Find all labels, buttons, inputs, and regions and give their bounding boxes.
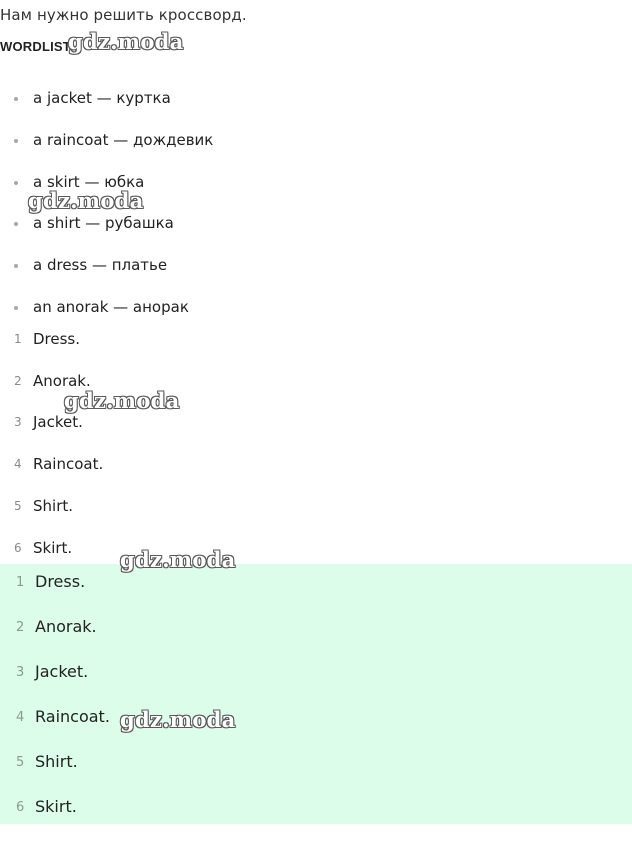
watermark: gdz.moda [28,188,144,213]
answer-number: 5 [14,499,22,513]
answer-number: 2 [14,374,22,388]
bullet-icon [14,222,18,226]
answer-text: Dress. [35,572,86,591]
answer-number: 1 [16,575,25,590]
answer-number: 1 [14,332,22,346]
answer-number: 4 [14,457,22,471]
highlighted-answer-item [0,752,400,774]
wordlist-item [14,298,414,318]
highlighted-answer-item [0,617,400,639]
wordlist-item-text: a jacket — куртка [33,89,171,107]
answer-number: 2 [16,620,25,635]
answer-number: 6 [16,800,25,815]
answer-text: Jacket. [33,413,83,431]
answer-text: Anorak. [35,617,97,636]
wordlist-item-text: a shirt — рубашка [33,214,174,232]
answer-item [0,455,300,475]
answer-text: Anorak. [33,372,91,390]
wordlist-item [14,256,414,276]
wordlist-heading: WORDLIST [0,39,71,54]
wordlist-item-text: a raincoat — дождевик [33,131,214,149]
answer-text: Skirt. [35,797,77,816]
answer-number: 5 [16,755,25,770]
answer-text: Raincoat. [33,455,104,473]
answer-number: 4 [16,710,25,725]
answer-text: Shirt. [35,752,78,771]
answer-item [0,413,300,433]
wordlist-item-text: a skirt — юбка [33,173,145,191]
answer-text: Shirt. [33,497,74,515]
highlighted-answer-item [0,797,400,819]
answer-item [0,330,300,350]
wordlist-item [14,131,414,151]
answer-text: Raincoat. [35,707,110,726]
answer-number: 3 [14,415,22,429]
answer-number: 3 [16,665,25,680]
wordlist-item [14,89,414,109]
wordlist-item-text: an anorak — анорак [33,298,189,316]
intro-text: Нам нужно решить кроссворд. [0,6,247,24]
answer-box [0,564,632,824]
watermark: gdz.moda [68,29,184,54]
answer-item [0,497,300,517]
watermark: gdz.moda [64,388,180,413]
answer-text: Jacket. [35,662,89,681]
bullet-icon [14,264,18,268]
bullet-icon [14,97,18,101]
watermark: gdz.moda [120,547,236,572]
bullet-icon [14,306,18,310]
watermark: gdz.moda [120,707,236,732]
wordlist-item [14,214,414,234]
answer-number: 6 [14,541,22,555]
wordlist-item-text: a dress — платье [33,256,168,274]
answer-text: Dress. [33,330,81,348]
answer-text: Skirt. [33,539,73,557]
bullet-icon [14,139,18,143]
highlighted-answer-item [0,662,400,684]
bullet-icon [14,181,18,185]
highlighted-answer-item [0,572,400,594]
